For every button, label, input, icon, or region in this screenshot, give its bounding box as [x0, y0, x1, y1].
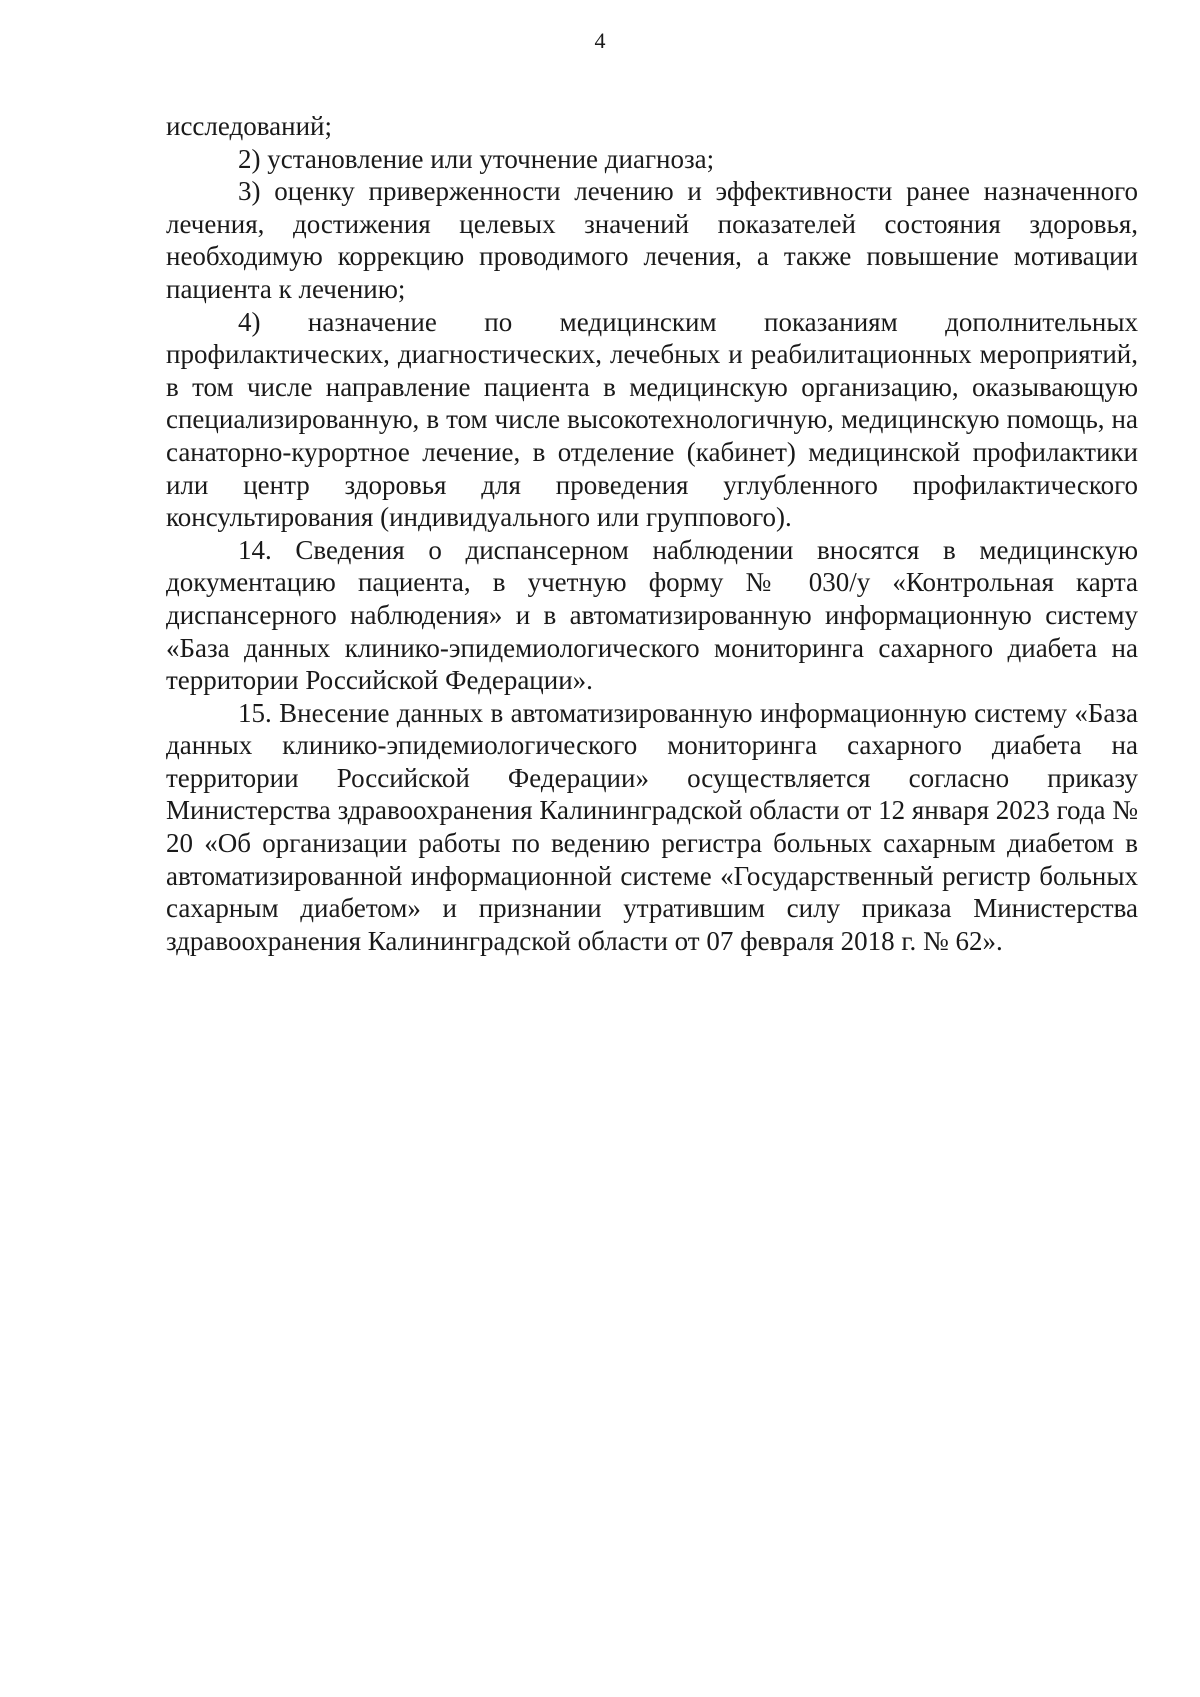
document-body: [166, 110, 1138, 957]
paragraph-clause-14: 14. Сведения о диспансерном наблюдении вносятся в медицинскую документацию пациента, в учетную форму № 030/у «Контрольная карта диспансерного наблюдения» и в автоматизированную информационную систему «База данных клинико-эпидемиологического мониторинга сахарного диабета на территории Российской Федерации».: [166, 534, 1138, 696]
page-number: 4: [594, 28, 606, 53]
paragraph-clause-15: 15. Внесение данных в автоматизированную информационную систему «База данных клинико-эпидемиологического мониторинга сахарного диабета на территории Российской Федерации» осуществляется согласно приказу Министерства здравоохранения Калининградской области от 12 января 2023 года № 20 «Об организации работы по ведению регистра больных сахарным диабетом в автоматизированной информационной системе «Государственный регистр больных сахарным диабетом» и признании утратившим силу приказа Министерства здравоохранения Калининградской области от 07 февраля 2018 г. № 62».: [166, 697, 1138, 956]
paragraph-continuation: исследований;: [166, 111, 332, 141]
paragraph-item-2: 2) установление или уточнение диагноза;: [238, 143, 715, 174]
paragraph-item-3: 3) оценку приверженности лечению и эффективности ранее назначенного лечения, достижения целевых значений показателей состояния здоровья, необходимую коррекцию проводимого лечения, а также повышение мотивации пациента к лечению;: [166, 176, 1138, 304]
paragraph-item-4: 4) назначение по медицинским показаниям дополнительных профилактических, диагностических, лечебных и реабилитационных мероприятий, в том числе направление пациента в медицинскую организацию, оказывающую специализированную, в том числе высокотехнологичную, медицинскую помощь, на санаторно-курортное лечение, в отделение (кабинет) медицинской профилактики или центр здоровья для проведения углубленного профилактического консультирования (индивидуального или группового).: [166, 306, 1138, 533]
